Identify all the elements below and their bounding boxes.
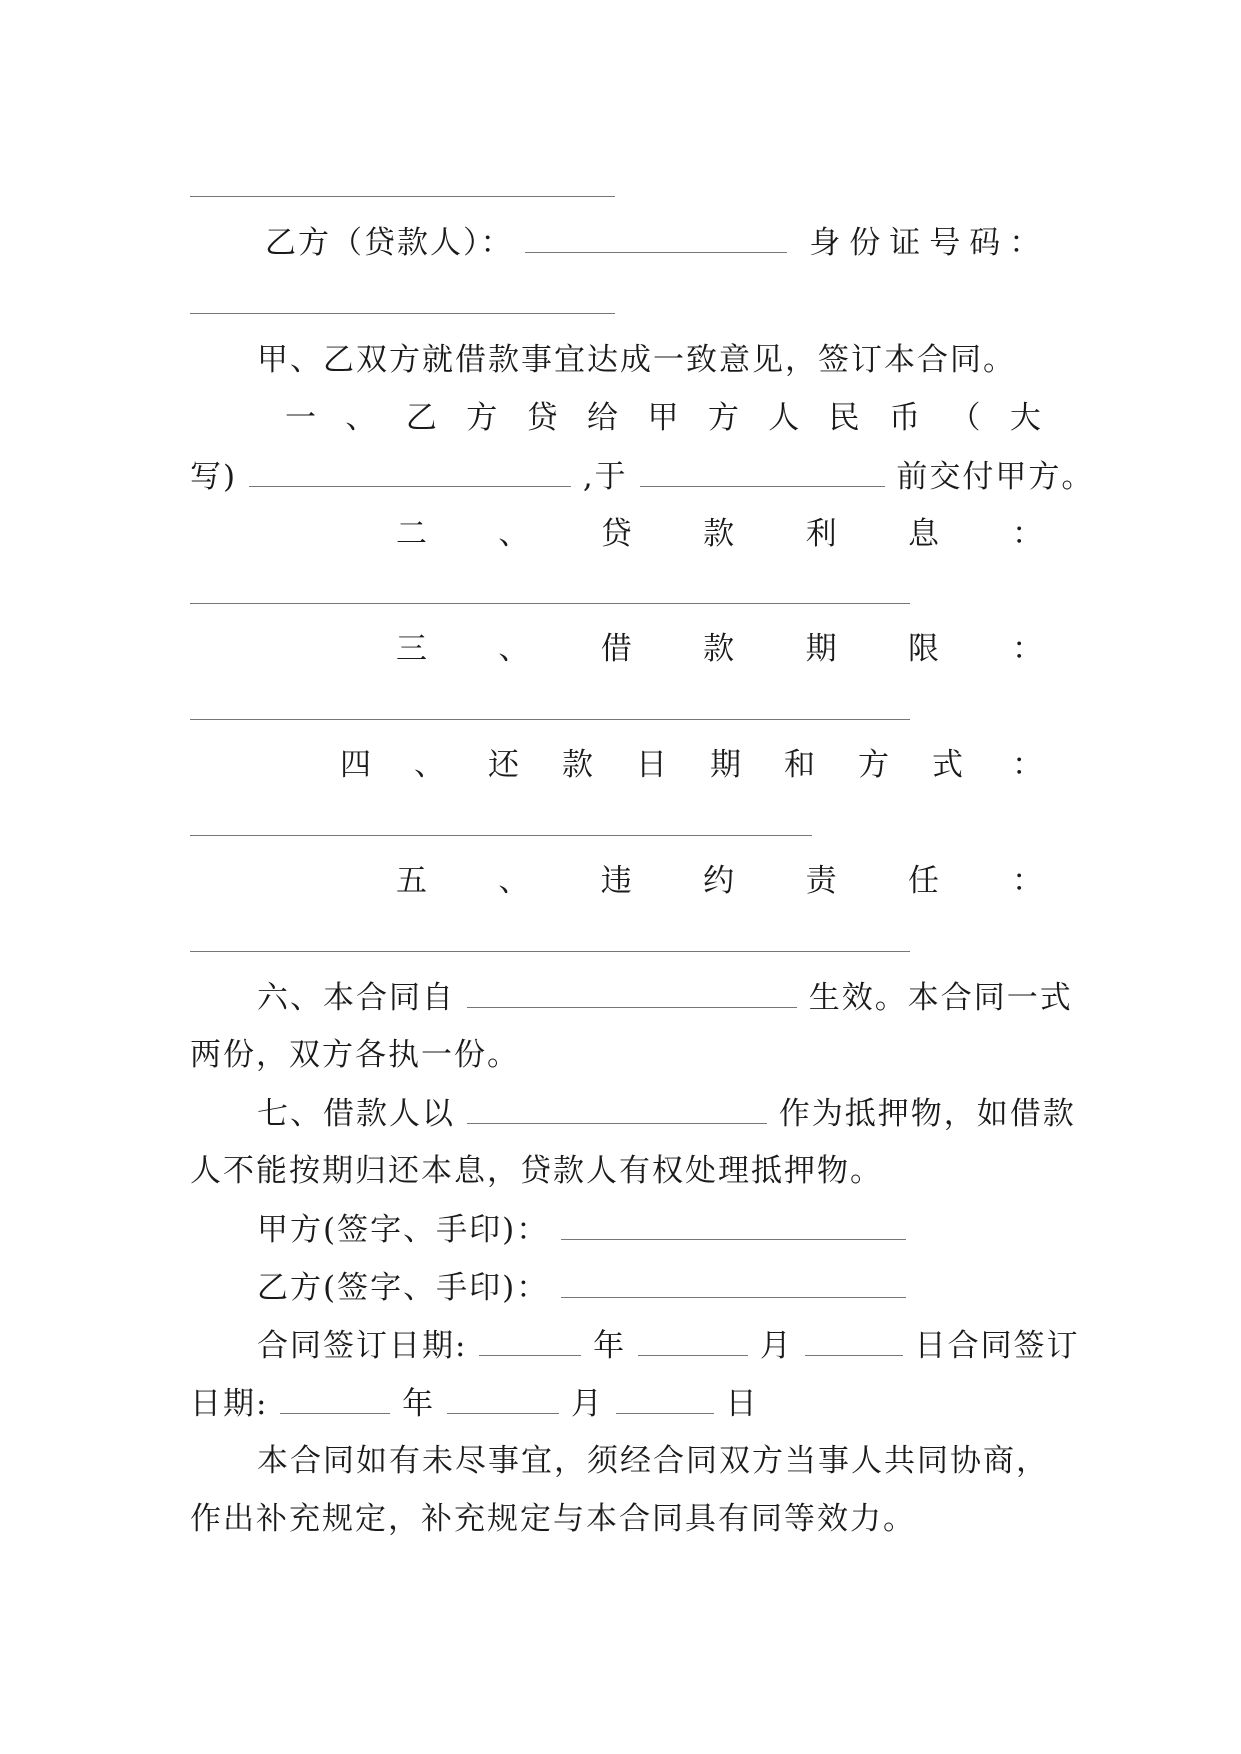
clause-2-char: 息 bbox=[907, 516, 941, 552]
collateral-blank[interactable] bbox=[467, 1093, 767, 1124]
intro-paragraph: 甲、乙双方就借款事宜达成一致意见，签订本合同。 bbox=[257, 342, 1016, 378]
clause-7-text: 七、借款人以 bbox=[257, 1096, 455, 1132]
clause-2-char: 款 bbox=[703, 516, 737, 552]
clause-3-char: 、 bbox=[498, 631, 532, 667]
clause-2-char: 利 bbox=[805, 516, 839, 552]
day-label: 日 bbox=[725, 1386, 759, 1422]
effective-date-blank[interactable] bbox=[467, 977, 797, 1008]
sign-date-label: 合同签订日期: bbox=[257, 1328, 468, 1364]
clause-1-char: 给 bbox=[587, 400, 621, 436]
sign-date-line-2 bbox=[190, 1383, 1050, 1424]
clause-1-text: 写) bbox=[190, 459, 238, 495]
clause-1-line-1 bbox=[285, 398, 1043, 438]
clause-6-line-2: 两份，双方各执一份。 bbox=[190, 1037, 520, 1073]
party-b-name-blank[interactable] bbox=[525, 222, 787, 253]
blank-line bbox=[190, 719, 910, 720]
clause-2-char: 、 bbox=[498, 516, 532, 552]
clause-1-char: 币 bbox=[889, 400, 923, 436]
closing-line-1: 本合同如有未尽事宜，须经合同双方当事人共同协商， bbox=[257, 1443, 1049, 1479]
id-label: 身份证号码： bbox=[809, 225, 1050, 261]
blank-line bbox=[190, 951, 910, 952]
party-b-signature-line bbox=[257, 1267, 1117, 1308]
clause-5-char: 违 bbox=[600, 863, 634, 899]
clause-1-char: 贷 bbox=[526, 400, 560, 436]
clause-6-text: 生效。本合同一式 bbox=[808, 980, 1073, 1016]
year-label: 年 bbox=[402, 1386, 436, 1422]
clause-2-heading bbox=[396, 514, 941, 554]
clause-6-line-1 bbox=[257, 977, 1117, 1018]
clause-4-char: 日 bbox=[636, 747, 669, 783]
clause-5-heading bbox=[396, 861, 941, 901]
clause-1-char: 、 bbox=[345, 400, 379, 436]
clause-4-char: 期 bbox=[710, 747, 743, 783]
clause-1-char: 一 bbox=[285, 400, 318, 436]
day-blank[interactable] bbox=[616, 1383, 714, 1414]
party-b-signature-blank[interactable] bbox=[561, 1267, 906, 1298]
sign-date-line-1 bbox=[257, 1325, 1117, 1366]
month-blank[interactable] bbox=[638, 1325, 748, 1356]
party-a-signature-label: 甲方(签字、手印)： bbox=[257, 1212, 550, 1248]
clause-5-char: 五 bbox=[396, 863, 429, 899]
year-blank[interactable] bbox=[280, 1383, 390, 1414]
month-blank[interactable] bbox=[447, 1383, 559, 1414]
amount-blank[interactable] bbox=[249, 456, 571, 487]
clause-3-heading bbox=[396, 629, 941, 669]
clause-1-char: 人 bbox=[768, 400, 802, 436]
blank-line bbox=[190, 603, 910, 604]
blank-line bbox=[190, 196, 615, 197]
clause-2-char: 二 bbox=[396, 516, 429, 552]
clause-1-char: （ bbox=[949, 400, 983, 436]
party-b-signature-label: 乙方(签字、手印)： bbox=[257, 1270, 550, 1306]
year-label: 年 bbox=[593, 1328, 627, 1364]
clause-2-colon: ： bbox=[1012, 516, 1045, 552]
clause-5-char: 任 bbox=[907, 863, 941, 899]
clause-3-colon: ： bbox=[1012, 631, 1045, 667]
clause-5-char: 责 bbox=[805, 863, 839, 899]
sign-date-label: 日期: bbox=[190, 1386, 269, 1422]
month-label: 月 bbox=[570, 1386, 604, 1422]
clause-7-line-1 bbox=[257, 1093, 1117, 1134]
payment-date-blank[interactable] bbox=[640, 456, 885, 487]
party-b-label: 乙方（贷款人）： bbox=[265, 225, 514, 261]
clause-7-line-2: 人不能按期归还本息，贷款人有权处理抵押物。 bbox=[190, 1153, 883, 1189]
blank-line bbox=[190, 313, 615, 314]
month-label: 月 bbox=[759, 1328, 793, 1364]
clause-7-text: 作为抵押物，如借款 bbox=[778, 1096, 1076, 1132]
year-blank[interactable] bbox=[479, 1325, 581, 1356]
day-label: 日合同签订 bbox=[914, 1328, 1080, 1364]
clause-4-char: 款 bbox=[562, 747, 595, 783]
clause-3-char: 款 bbox=[703, 631, 737, 667]
party-a-signature-line bbox=[257, 1209, 1117, 1250]
clause-3-char: 期 bbox=[805, 631, 839, 667]
clause-5-char: 约 bbox=[703, 863, 737, 899]
clause-6-text: 六、本合同自 bbox=[257, 980, 455, 1016]
clause-5-colon: ： bbox=[1012, 863, 1045, 899]
clause-1-char: 甲 bbox=[647, 400, 681, 436]
clause-1-char: 方 bbox=[466, 400, 500, 436]
blank-line bbox=[190, 835, 812, 836]
clause-4-colon: ： bbox=[1012, 747, 1045, 783]
clause-4-char: 方 bbox=[858, 747, 891, 783]
clause-1-char: 乙 bbox=[405, 400, 439, 436]
clause-4-char: 四 bbox=[340, 747, 373, 783]
clause-1-line-2 bbox=[190, 456, 1095, 497]
clause-4-char: 式 bbox=[932, 747, 965, 783]
clause-1-char: 民 bbox=[828, 400, 862, 436]
clause-4-char: 和 bbox=[784, 747, 817, 783]
clause-5-char: 、 bbox=[498, 863, 532, 899]
clause-1-text: 前交付甲方。 bbox=[896, 459, 1095, 495]
clause-3-char: 限 bbox=[907, 631, 941, 667]
clause-4-heading bbox=[340, 745, 965, 785]
clause-3-char: 三 bbox=[396, 631, 429, 667]
clause-3-char: 借 bbox=[600, 631, 634, 667]
clause-1-char: 方 bbox=[707, 400, 741, 436]
closing-line-2: 作出补充规定，补充规定与本合同具有同等效力。 bbox=[190, 1501, 916, 1537]
clause-1-text: ,于 bbox=[582, 459, 628, 495]
clause-4-char: 、 bbox=[414, 747, 447, 783]
day-blank[interactable] bbox=[805, 1325, 903, 1356]
clause-4-char: 还 bbox=[488, 747, 521, 783]
party-a-signature-blank[interactable] bbox=[561, 1209, 906, 1240]
clause-1-char: 大 bbox=[1009, 400, 1043, 436]
clause-2-char: 贷 bbox=[600, 516, 634, 552]
party-b-line bbox=[265, 222, 1055, 263]
